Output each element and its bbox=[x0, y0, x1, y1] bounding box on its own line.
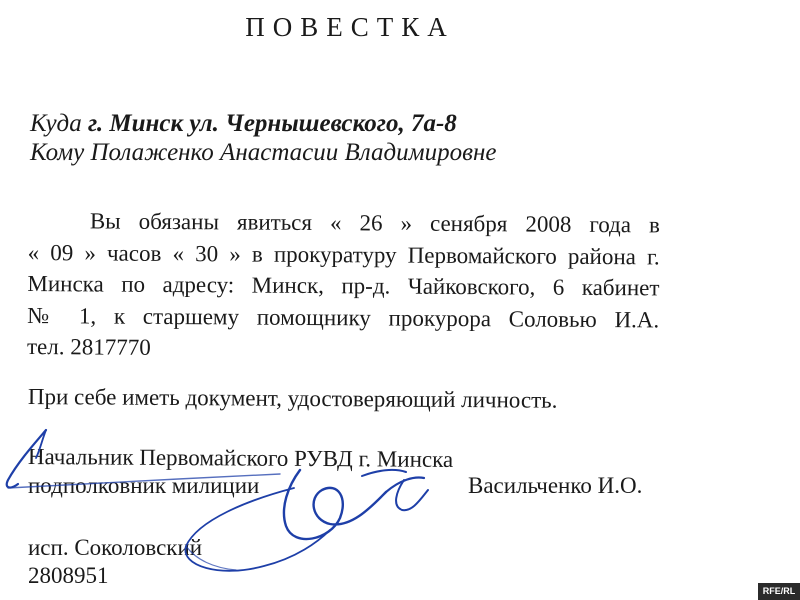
body-line: Вы обязаны явиться « 26 » сенября 2008 года в bbox=[89, 208, 660, 238]
executor-name: исп. Соколовский bbox=[28, 535, 203, 560]
body-line: № 1, к старшему помощнику прокурора Соловью И.А. bbox=[27, 302, 660, 332]
address-value: г. Минск ул. Чернышевского, 7а-8 bbox=[87, 110, 457, 137]
address-label: Куда bbox=[30, 110, 82, 137]
body-line: тел. 2817770 bbox=[26, 333, 151, 360]
chief-name: Васильченко И.О. bbox=[468, 473, 643, 498]
recipient-line bbox=[30, 139, 496, 167]
document-title: ПОВЕСТКА bbox=[245, 12, 455, 42]
watermark-badge: RFE/RL bbox=[758, 583, 800, 600]
recipient-label: Кому bbox=[30, 139, 85, 166]
body-line: Минска по адресу: Минск, пр-д. Чайковского, 6 кабинет bbox=[27, 270, 660, 301]
id-requirement-note: При себе иметь документ, удостоверяющий личность. bbox=[27, 384, 558, 413]
executor-phone: 2808951 bbox=[28, 563, 109, 588]
chief-title: Начальник Первомайского РУВД г. Минска bbox=[27, 444, 454, 472]
summons-body bbox=[27, 205, 660, 367]
recipient-value: Полаженко Анастасии Владимировне bbox=[90, 139, 497, 166]
body-line: « 09 » часов « 30 » в прокуратуру Первомайского района г. bbox=[27, 239, 660, 269]
chief-rank: подполковник милиции bbox=[28, 473, 260, 498]
address-line bbox=[30, 110, 457, 138]
